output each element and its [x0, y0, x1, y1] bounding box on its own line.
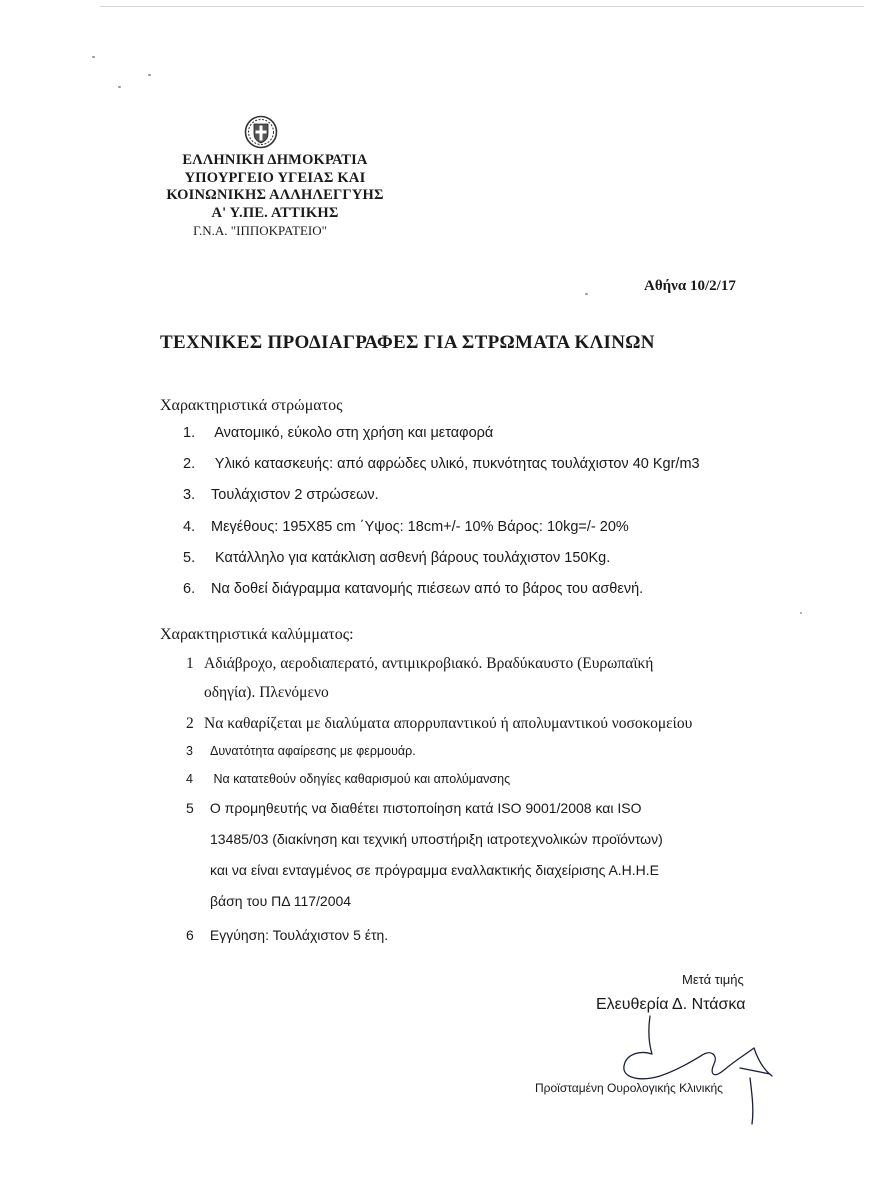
- list-item: [186, 927, 388, 943]
- item-text: Κατάλληλο για κατάκλιση ασθενή βάρους τουλάχιστον 150Kg.: [211, 550, 611, 566]
- item-text-continued: και να είναι ενταγμένος σε πρόγραμμα εναλλακτικής διαχείρισης Α.Η.Η.Ε: [210, 862, 660, 878]
- item-text-continued: 13485/03 (διακίνηση και τεχνική υποστήριξη ιατροτεχνολικών προϊόντων): [210, 831, 663, 847]
- item-text: Να δοθεί διάγραμμα κατανομής πιέσεων από το βάρος του ασθενή.: [211, 581, 644, 597]
- document-title: ΤΕΧΝΙΚΕΣ ΠΡΟΔΙΑΓΡΑΦΕΣ ΓΙΑ ΣΤΡΩΜΑΤΑ ΚΛΙΝΩΝ: [160, 332, 655, 353]
- item-text-continued: βάση του ΠΔ 117/2004: [210, 893, 352, 909]
- item-text: Ο προμηθευτής να διαθέτει πιστοποίηση κατά ISO 9001/2008 και ISO: [206, 800, 642, 816]
- item-text: Τουλάχιστον 2 στρώσεων.: [211, 487, 379, 503]
- item-number: 3.: [183, 487, 196, 503]
- list-item: [186, 715, 692, 733]
- list-item: [183, 550, 610, 566]
- letterhead-line: ΕΛΛΗΝΙΚΗ ΔΗΜΟΚΡΑΤΙΑ: [182, 152, 368, 168]
- item-text: Να καθαρίζεται με διαλύματα απορρυπαντικού ή απολυμαντικού νοσοκομείου: [204, 715, 693, 732]
- document-date: Αθήνα 10/2/17: [644, 278, 736, 294]
- item-number: 4: [186, 772, 193, 786]
- item-text: Μεγέθους: 195Χ85 cm ΄Υψος: 18cm+/- 10% Βάρος: 10kg=/- 20%: [211, 519, 629, 535]
- item-text: Ανατομικό, εύκολο στη χρήση και μεταφορά: [211, 425, 494, 441]
- item-text: Υλικό κατασκευής: από αφρώδες υλικό, πυκνότητας τουλάχιστον 40 Kgr/m3: [211, 456, 700, 472]
- item-text: Να κατατεθούν οδηγίες καθαρισμού και απολύμανσης: [210, 772, 511, 786]
- list-item: [186, 772, 510, 786]
- list-item: [183, 519, 629, 535]
- item-text: Αδιάβροχο, αεροδιαπερατό, αντιμικροβιακό. Βραδύκαυστο (Ευρωπαϊκή: [204, 655, 654, 672]
- item-number: 3: [186, 744, 193, 758]
- scan-speck: [118, 86, 121, 88]
- list-item: [183, 581, 643, 597]
- item-text: Εγγύηση: Τουλάχιστον 5 έτη.: [206, 927, 389, 943]
- item-number: 2: [186, 715, 194, 732]
- item-text-continued: οδηγία). Πλενόμενο: [204, 684, 329, 701]
- item-number: 5.: [183, 550, 196, 566]
- letterhead-line: Α' Υ.ΠΕ. ΑΤΤΙΚΗΣ: [211, 204, 339, 221]
- item-number: 6.: [183, 581, 196, 597]
- coat-of-arms-icon: [244, 115, 278, 149]
- item-number: 2.: [183, 456, 196, 472]
- item-number: 4.: [183, 519, 196, 535]
- handwritten-signature: [600, 1010, 790, 1130]
- list-item: [183, 425, 493, 441]
- letterhead-line: ΥΠΟΥΡΓΕΙΟ ΥΓΕΙΑΣ ΚΑΙ: [184, 169, 366, 186]
- item-number: 1: [186, 655, 194, 672]
- scan-speck: [92, 56, 95, 58]
- list-item: [183, 456, 700, 472]
- item-number: 5: [186, 800, 194, 816]
- item-number: 6: [186, 927, 194, 943]
- letterhead-line: ΚΟΙΝΩΝΙΚΗΣ ΑΛΛΗΛΕΓΓΥΗΣ: [166, 187, 384, 203]
- list-item: [183, 487, 379, 503]
- mattress-heading: Χαρακτηριστικά στρώματος: [160, 397, 343, 414]
- hospital-name: Γ.Ν.Α. "ΙΠΠΟΚΡΑΤΕΙΟ": [193, 223, 327, 238]
- cover-heading: Χαρακτηριστικά καλύμματος:: [160, 626, 354, 643]
- list-item: [186, 744, 416, 758]
- item-number: 1.: [183, 425, 196, 441]
- item-text: Δυνατότητα αφαίρεσης με φερμουάρ.: [210, 744, 416, 758]
- scan-speck: [585, 293, 588, 295]
- closing-text: Μετά τιμής: [682, 972, 744, 987]
- list-item: [186, 655, 653, 673]
- list-item: [186, 800, 642, 816]
- scan-speck: [800, 612, 802, 614]
- signer-name: Ελευθερία Δ. Ντάσκα: [596, 996, 746, 1013]
- scan-edge: [100, 6, 864, 7]
- signer-position: Προϊσταμένη Ουρολογικής Κλινικής: [535, 1081, 723, 1095]
- scan-speck: [148, 74, 151, 76]
- letterhead: [150, 152, 400, 239]
